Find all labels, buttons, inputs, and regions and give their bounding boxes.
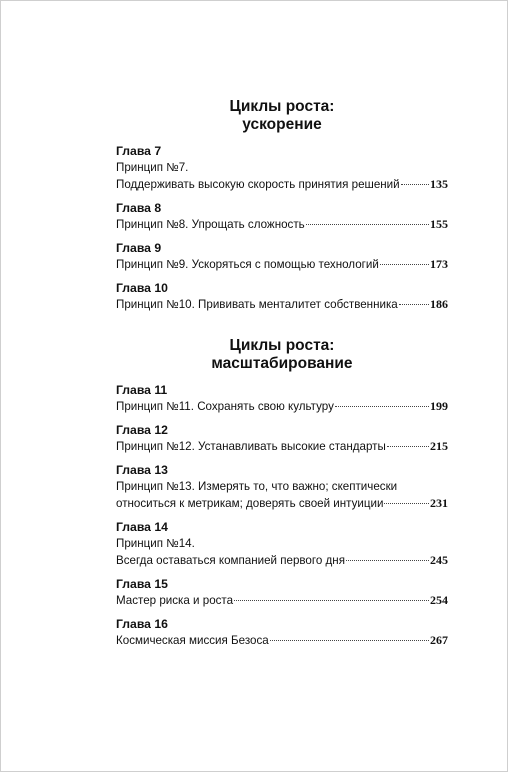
page-number: 186 bbox=[430, 297, 448, 311]
toc-chapter[interactable] bbox=[116, 200, 448, 233]
page-number: 245 bbox=[430, 553, 448, 567]
page-number: 215 bbox=[430, 439, 448, 453]
entry-line: Принцип №13. Измерять то, что важно; скептически bbox=[116, 480, 398, 493]
toc-chapter[interactable] bbox=[116, 519, 448, 569]
dot-leader bbox=[346, 560, 429, 561]
toc-chapter[interactable] bbox=[116, 382, 448, 415]
page-number: 199 bbox=[430, 399, 448, 413]
entry-text: Всегда оставаться компанией первого дня bbox=[116, 554, 345, 567]
toc-chapter[interactable] bbox=[116, 576, 448, 609]
entry-text: Принцип №8. Упрощать сложность bbox=[116, 218, 305, 231]
chapter-entry bbox=[116, 478, 448, 512]
entry-text: относиться к метрикам; доверять своей интуиции bbox=[116, 497, 384, 510]
entry-last-line bbox=[116, 438, 448, 455]
entry-text: Поддерживать высокую скорость принятия решений bbox=[116, 178, 400, 191]
chapter-entry bbox=[116, 256, 448, 273]
part-title-line: Циклы роста: bbox=[229, 337, 335, 354]
part-title-line: масштабирование bbox=[211, 355, 353, 372]
entry-text: Принцип №10. Прививать менталитет собственника bbox=[116, 298, 398, 311]
chapter-entry bbox=[116, 592, 448, 609]
entry-last-line bbox=[116, 592, 448, 609]
entry-last-line bbox=[116, 495, 448, 512]
chapter-label: Глава 7 bbox=[116, 144, 162, 158]
dot-leader bbox=[270, 640, 429, 641]
entry-text: Принцип №12. Устанавливать высокие стандарты bbox=[116, 440, 386, 453]
page-number: 267 bbox=[430, 633, 448, 647]
chapter-label: Глава 8 bbox=[116, 201, 162, 215]
chapter-label: Глава 16 bbox=[116, 617, 168, 631]
chapter-label: Глава 10 bbox=[116, 281, 168, 295]
chapter-label: Глава 12 bbox=[116, 423, 168, 437]
chapter-entry bbox=[116, 438, 448, 455]
entry-text: Мастер риска и роста bbox=[116, 594, 234, 607]
toc-chapter[interactable] bbox=[116, 616, 448, 649]
chapter-label: Глава 11 bbox=[116, 383, 168, 397]
entry-last-line bbox=[116, 632, 448, 649]
dot-leader bbox=[401, 184, 429, 185]
part-title-line: Циклы роста: bbox=[229, 98, 335, 115]
entry-last-line bbox=[116, 398, 448, 415]
page-number: 135 bbox=[430, 177, 448, 191]
chapter-label: Глава 13 bbox=[116, 463, 168, 477]
entry-last-line bbox=[116, 256, 448, 273]
chapter-label: Глава 9 bbox=[116, 241, 162, 255]
entry-line: Принцип №7. bbox=[116, 161, 189, 174]
chapter-entry bbox=[116, 535, 448, 569]
toc-chapter[interactable] bbox=[116, 143, 448, 193]
chapter-entry bbox=[116, 159, 448, 193]
page-number: 173 bbox=[430, 257, 448, 271]
entry-last-line bbox=[116, 296, 448, 313]
part-title bbox=[116, 337, 448, 373]
chapter-label: Глава 15 bbox=[116, 577, 168, 591]
part-title bbox=[116, 98, 448, 134]
dot-leader bbox=[399, 304, 429, 305]
entry-text: Космическая миссия Безоса bbox=[116, 634, 269, 647]
page-number: 155 bbox=[430, 217, 448, 231]
entry-text: Принцип №11. Сохранять свою культуру bbox=[116, 400, 334, 413]
dot-leader bbox=[306, 224, 429, 225]
toc-chapter[interactable] bbox=[116, 280, 448, 313]
page-number: 231 bbox=[430, 496, 448, 510]
table-of-contents bbox=[116, 98, 448, 656]
dot-leader bbox=[387, 446, 429, 447]
page-number: 254 bbox=[430, 593, 448, 607]
chapter-label: Глава 14 bbox=[116, 520, 168, 534]
chapter-entry bbox=[116, 632, 448, 649]
toc-chapter[interactable] bbox=[116, 240, 448, 273]
entry-line: Принцип №14. bbox=[116, 537, 195, 550]
dot-leader bbox=[380, 264, 429, 265]
entry-last-line bbox=[116, 216, 448, 233]
toc-chapter[interactable] bbox=[116, 422, 448, 455]
dot-leader bbox=[335, 406, 429, 407]
chapter-entry bbox=[116, 216, 448, 233]
entry-text: Принцип №9. Ускоряться с помощью технологий bbox=[116, 258, 379, 271]
chapter-entry bbox=[116, 398, 448, 415]
chapter-entry bbox=[116, 296, 448, 313]
dot-leader bbox=[384, 503, 429, 504]
entry-last-line bbox=[116, 552, 448, 569]
part-title-line: ускорение bbox=[242, 116, 322, 133]
toc-chapter[interactable] bbox=[116, 462, 448, 512]
entry-last-line bbox=[116, 176, 448, 193]
dot-leader bbox=[234, 600, 429, 601]
